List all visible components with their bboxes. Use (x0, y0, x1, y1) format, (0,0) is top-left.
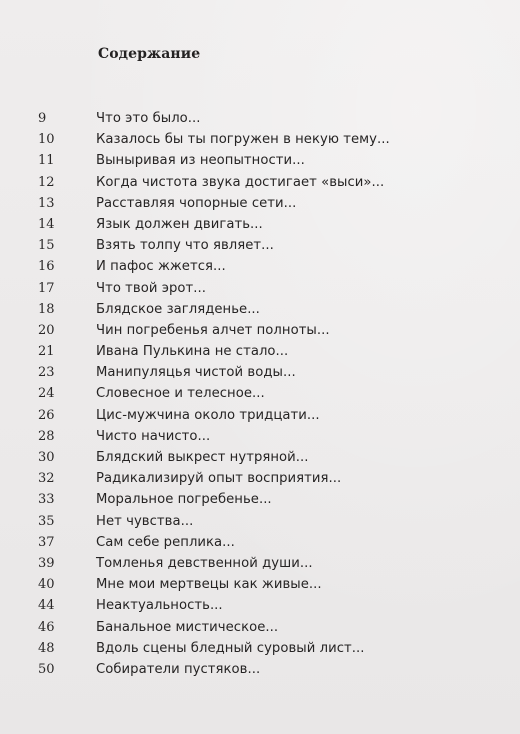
toc-entry-title: Ивана Пулькина не стало... (96, 344, 289, 360)
toc-page-number: 37 (38, 534, 55, 550)
toc-entry (0, 574, 520, 595)
toc-entry-title: Собиратели пустяков... (96, 661, 261, 677)
toc-page-number: 11 (38, 153, 55, 169)
toc-page-number: 40 (38, 577, 55, 593)
toc-page-number: 33 (38, 492, 55, 508)
toc-entry (0, 214, 520, 235)
toc-page-number: 32 (38, 471, 55, 487)
toc-entry (0, 108, 520, 129)
toc-entry (0, 617, 520, 638)
toc-page-number: 18 (38, 301, 55, 317)
toc-entry-title: Язык должен двигать... (96, 216, 263, 232)
toc-entry-title: Выныривая из неопытности... (96, 153, 305, 169)
toc-entry (0, 638, 520, 659)
toc-entry (0, 595, 520, 616)
toc-page-number: 14 (38, 216, 55, 232)
toc-entry-title: Моральное погребенье... (96, 492, 272, 508)
toc-page-number: 44 (38, 598, 55, 614)
toc-entry-title: Чисто начисто... (96, 428, 211, 444)
toc-entry (0, 447, 520, 468)
toc-entry (0, 256, 520, 277)
toc-page-number: 16 (38, 259, 55, 275)
toc-entry-title: Нет чувства... (96, 513, 194, 529)
toc-entry (0, 511, 520, 532)
toc-entry-title: И пафос жжется... (96, 259, 226, 275)
toc-entry-title: Чин погребенья алчет полноты... (96, 322, 330, 338)
toc-page-number: 9 (38, 111, 47, 126)
toc-page-number: 24 (38, 386, 55, 402)
toc-page-number: 46 (38, 619, 55, 635)
toc-page-number: 10 (38, 132, 55, 148)
toc-entry-title: Мне мои мертвецы как живые... (96, 577, 322, 593)
toc-entry-title: Блядский выкрест нутряной... (96, 450, 309, 465)
toc-entry (0, 129, 520, 150)
toc-page-number: 39 (38, 555, 55, 571)
toc-entry-title: Что твой эрот... (96, 280, 207, 296)
toc-entry (0, 172, 520, 193)
toc-entry-title: Расставляя чопорные сети... (96, 195, 297, 211)
toc-entry-title: Банальное мистическое... (96, 619, 279, 635)
toc-page-number: 20 (38, 322, 55, 338)
toc-page-number: 28 (38, 428, 55, 444)
toc-entry-title: Словесное и телесное... (96, 386, 265, 402)
toc-entry-title: Вдоль сцены бледный суровый лист... (96, 640, 365, 656)
toc-heading: Содержание (98, 46, 201, 62)
toc-entry-title: Манипуляцья чистой воды... (96, 365, 296, 381)
toc-entry (0, 193, 520, 214)
toc-entry-title: Сам себе реплика... (96, 534, 235, 550)
toc-entry (0, 299, 520, 320)
toc-page-number: 17 (38, 280, 55, 296)
toc-entry (0, 426, 520, 447)
toc-entry (0, 553, 520, 574)
toc-entry-title: Неактуальность... (96, 598, 223, 614)
toc-entry-title: Томленья девственной души... (96, 555, 313, 571)
toc-entry (0, 468, 520, 489)
toc-entry-title: Когда чистота звука достигает «выси»... (96, 174, 385, 190)
toc-entry (0, 150, 520, 171)
toc-page-number: 13 (38, 195, 55, 211)
toc-entry (0, 235, 520, 256)
toc-entry (0, 362, 520, 383)
toc-page-number: 21 (38, 344, 55, 360)
toc-entry-title: Радикализируй опыт восприятия... (96, 471, 342, 487)
toc-entry-title: Казалось бы ты погружен в некую тему... (96, 132, 390, 148)
toc-entry (0, 383, 520, 404)
toc-page-number: 30 (38, 450, 55, 465)
toc-entry (0, 532, 520, 553)
toc-entry (0, 405, 520, 426)
toc-page-number: 15 (38, 238, 55, 254)
toc-list (0, 108, 520, 680)
toc-entry-title: Взять толпу что являет... (96, 238, 274, 254)
toc-entry (0, 341, 520, 362)
toc-page-number: 48 (38, 640, 55, 656)
toc-page-number: 50 (38, 661, 55, 677)
toc-entry-title: Что это было... (96, 111, 201, 126)
toc-entry (0, 489, 520, 510)
toc-page-number: 12 (38, 174, 55, 190)
toc-entry (0, 320, 520, 341)
toc-entry (0, 278, 520, 299)
toc-entry (0, 659, 520, 680)
toc-entry-title: Цис-мужчина около тридцати... (96, 407, 320, 423)
toc-entry-title: Блядское загляденье... (96, 301, 260, 317)
toc-page-number: 26 (38, 407, 55, 423)
toc-page-number: 35 (38, 513, 55, 529)
toc-page-number: 23 (38, 365, 55, 381)
